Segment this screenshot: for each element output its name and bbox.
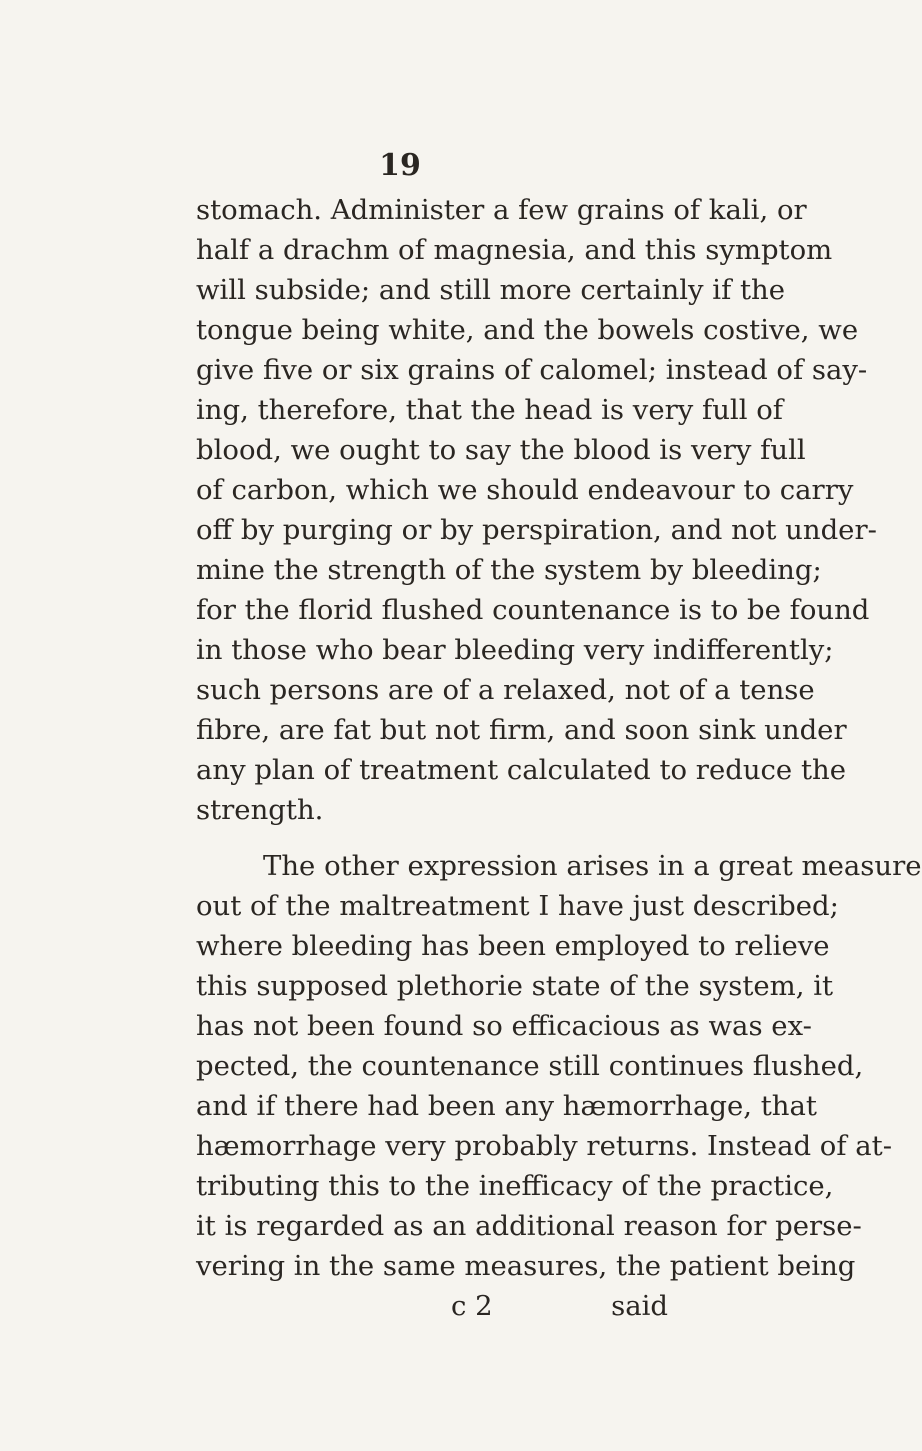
text-line: out of the maltreatment I have just described; [196, 890, 839, 922]
text-line: mine the strength of the system by bleeding; [196, 554, 822, 586]
text-line: for the florid flushed countenance is to be found [196, 594, 870, 626]
text-line: half a drachm of magnesia, and this symptom [196, 234, 833, 266]
text-line: will subside; and still more certainly if the [196, 274, 786, 306]
text-line: and if there had been any hæmorrhage, that [196, 1090, 817, 1122]
text-line: ing, therefore, that the head is very full of [196, 394, 783, 426]
text-line: such persons are of a relaxed, not of a tense [196, 674, 815, 706]
text-line: hæmorrhage very probably returns. Instead of at- [196, 1130, 893, 1162]
text-line: tongue being white, and the bowels costive, we [196, 314, 859, 346]
page-number: 19 [379, 148, 421, 183]
text-line: vering in the same measures, the patient being [196, 1250, 856, 1282]
text-line: stomach. Administer a few grains of kali, or [196, 194, 807, 226]
text-line: any plan of treatment calculated to reduce the [196, 754, 846, 786]
text-line: fibre, are fat but not firm, and soon sink under [196, 714, 847, 746]
text-line: give five or six grains of calomel; instead of say- [196, 354, 868, 386]
signature-mark: c 2 [451, 1290, 493, 1322]
text-line: off by purging or by perspiration, and not under- [196, 514, 877, 546]
text-line: The other expression arises in a great measure [263, 850, 922, 882]
text-line: of carbon, which we should endeavour to carry [196, 474, 854, 506]
text-line: tributing this to the inefficacy of the practice, [196, 1170, 834, 1202]
text-line: this supposed plethorie state of the system, it [196, 970, 834, 1002]
text-line: in those who bear bleeding very indifferently; [196, 634, 834, 666]
catchword: said [611, 1290, 668, 1322]
text-line: blood, we ought to say the blood is very full [196, 434, 806, 466]
text-line: pected, the countenance still continues flushed, [196, 1050, 864, 1082]
text-line: has not been found so efficacious as was ex- [196, 1010, 812, 1042]
text-line: where bleeding has been employed to relieve [196, 930, 830, 962]
text-line: it is regarded as an additional reason for perse- [196, 1210, 862, 1242]
page-footer [196, 1286, 668, 1326]
text-line: strength. [196, 794, 324, 826]
